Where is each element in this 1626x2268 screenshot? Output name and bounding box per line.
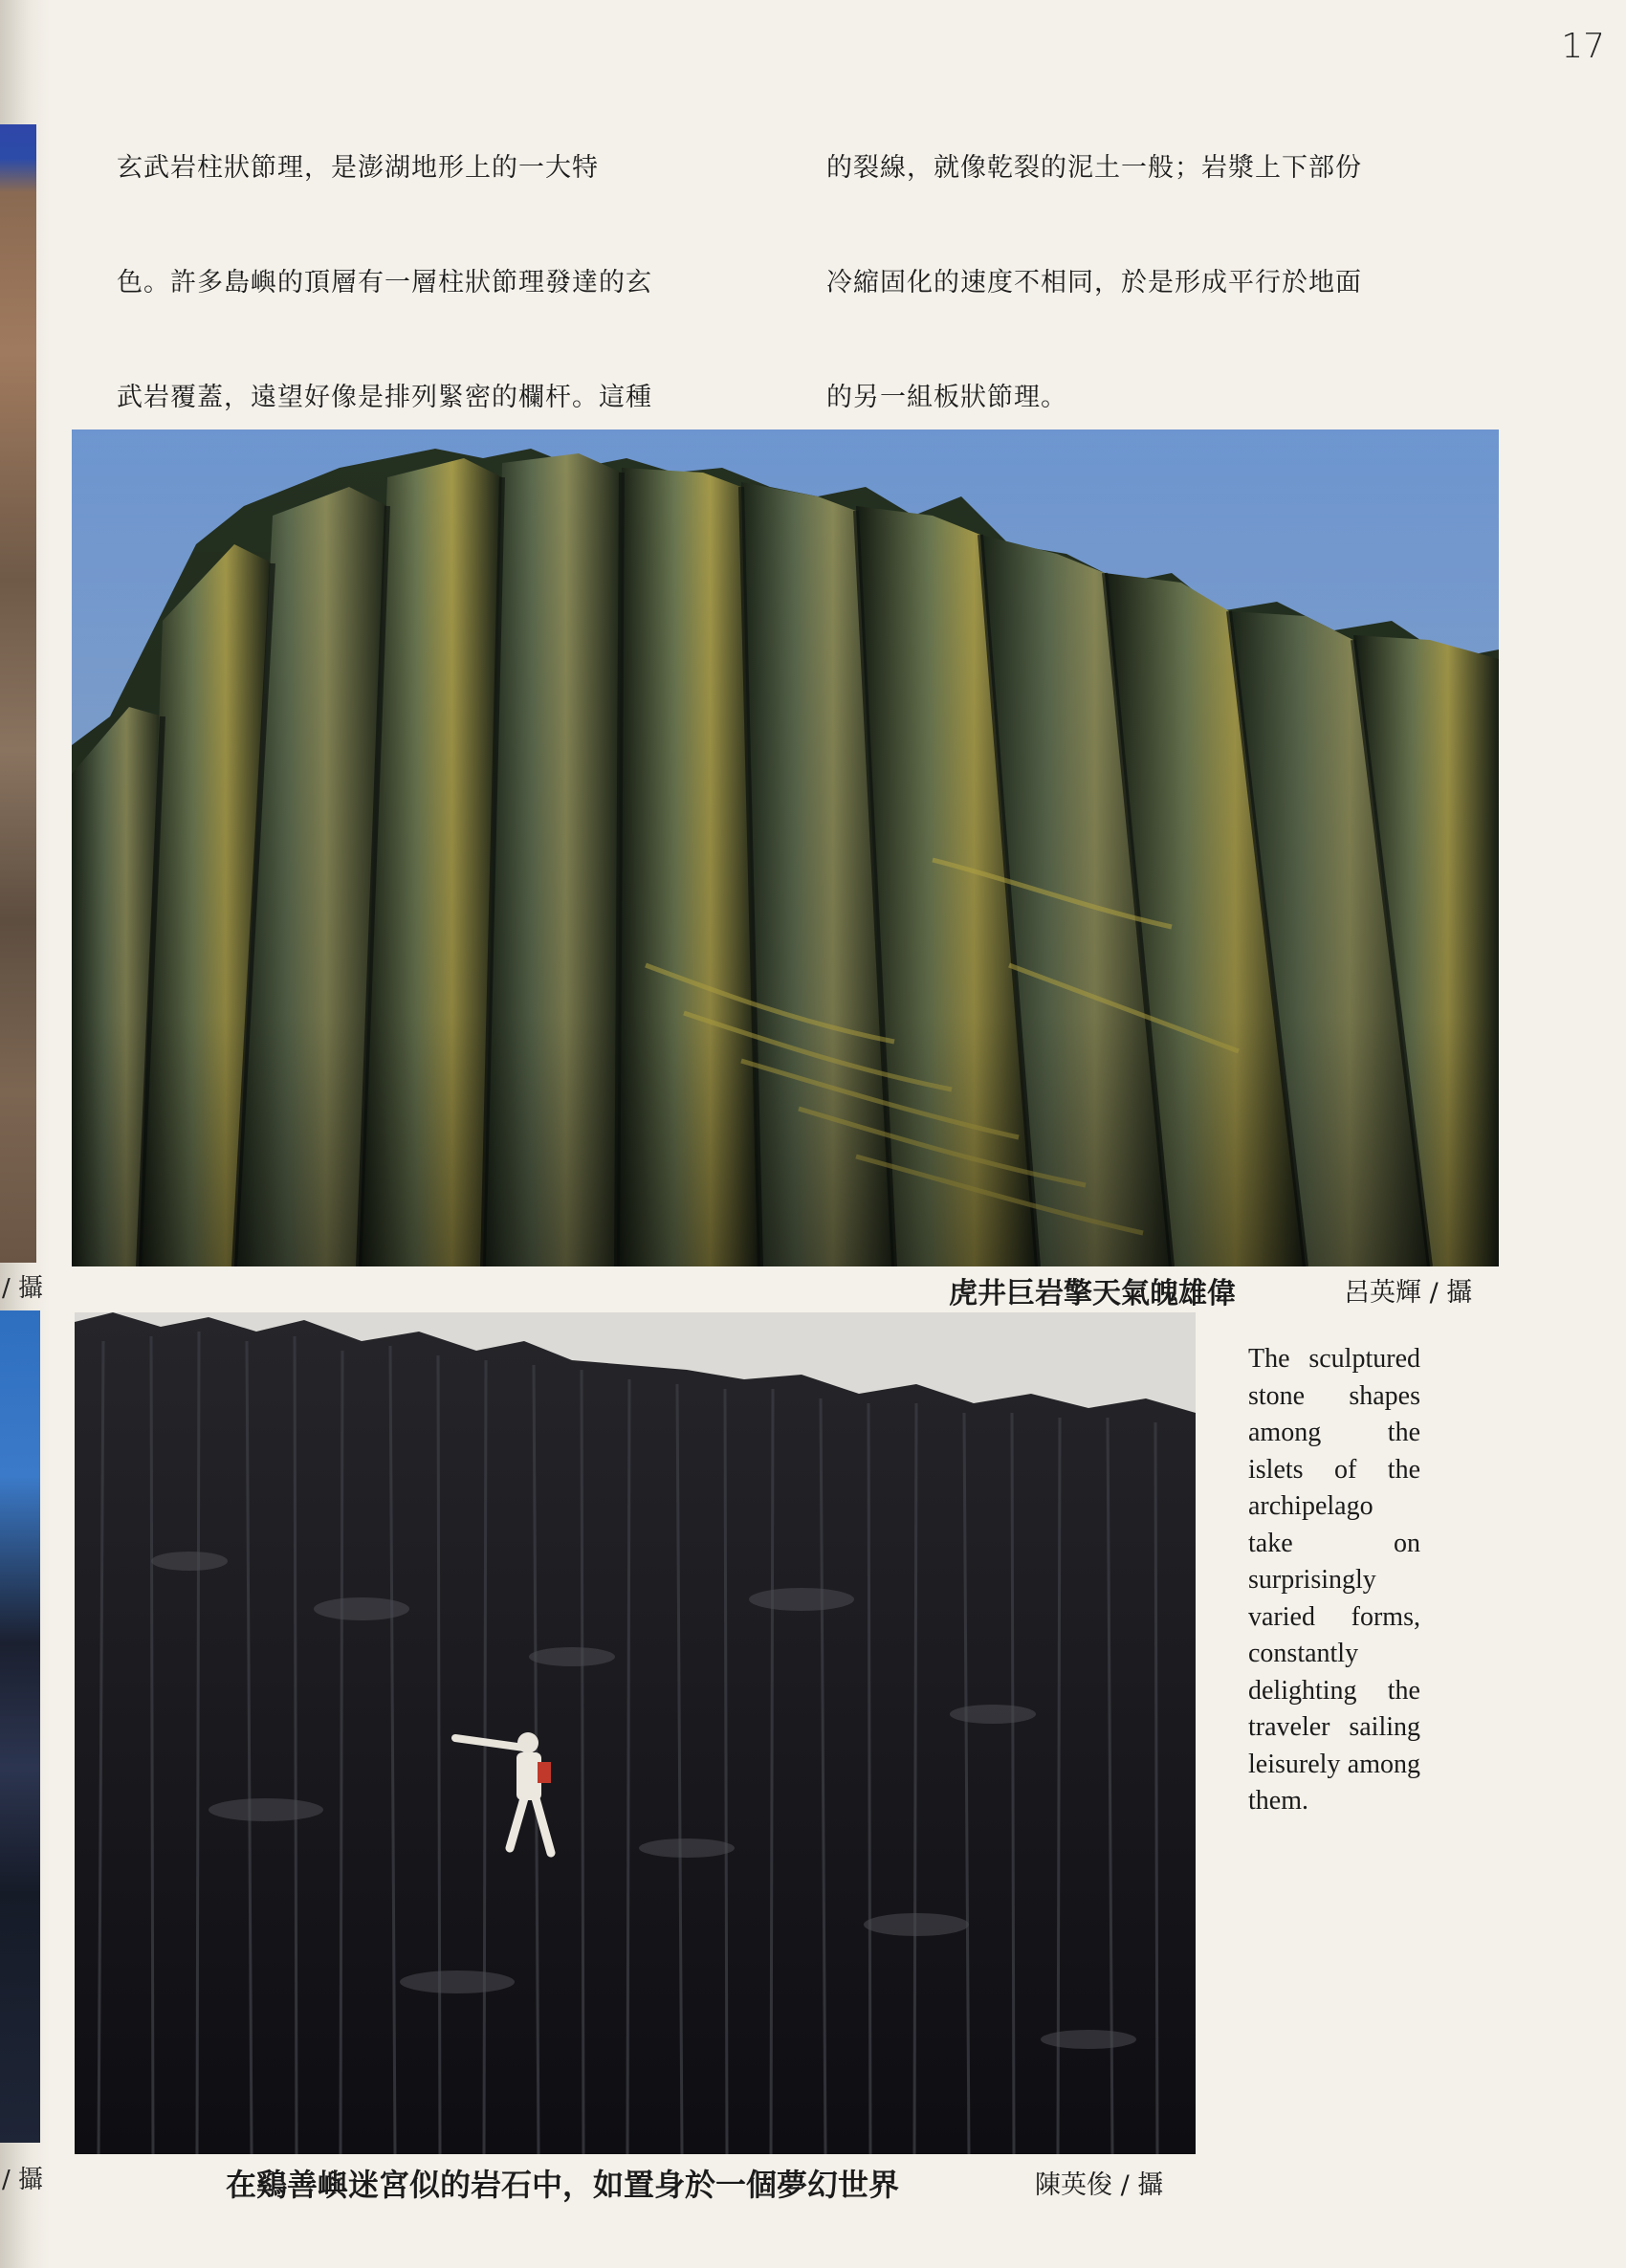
- photo-basalt-maze: [75, 1312, 1196, 2154]
- photo-bottom-caption: 在鷄善嶼迷宮似的岩石中，如置身於一個夢幻世界: [226, 2167, 900, 2203]
- previous-page-caption-top: / 攝: [2, 1274, 44, 1303]
- previous-page-photo-bottom: [0, 1310, 40, 2143]
- text-line: 冷縮固化的速度不相同，於是形成平行於地面: [826, 268, 1362, 297]
- photo-top-caption: 虎井巨岩擎天氣魄雄偉: [949, 1277, 1236, 1310]
- page-number: 17: [1561, 27, 1605, 66]
- photo-top-credit: 呂英輝 / 攝: [1344, 1278, 1473, 1308]
- english-summary-text: The sculptured stone shapes among the islets of the archipelago take on surprisingly varied forms, constantly delighting the traveler sailing leisurely among them.: [1248, 1344, 1420, 1816]
- text-line: 武岩覆蓋，遠望好像是排列緊密的欄杆。這種: [117, 383, 652, 412]
- photo-bottom-credit: 陳英俊 / 攝: [1035, 2170, 1164, 2200]
- basalt-columns-illustration: [72, 429, 1499, 1266]
- previous-page-caption-bottom: / 攝: [2, 2166, 44, 2194]
- photo-basalt-columns: [72, 429, 1499, 1266]
- text-line: 的另一組板狀節理。: [826, 383, 1067, 412]
- previous-page-photo-top: [0, 124, 36, 1263]
- text-line: 的裂線，就像乾裂的泥土一般；岩漿上下部份: [826, 153, 1362, 183]
- text-line: 玄武岩柱狀節理，是澎湖地形上的一大特: [117, 153, 599, 183]
- basalt-maze-illustration: [75, 1312, 1196, 2154]
- text-line: 色。許多島嶼的頂層有一層柱狀節理發達的玄: [117, 268, 652, 297]
